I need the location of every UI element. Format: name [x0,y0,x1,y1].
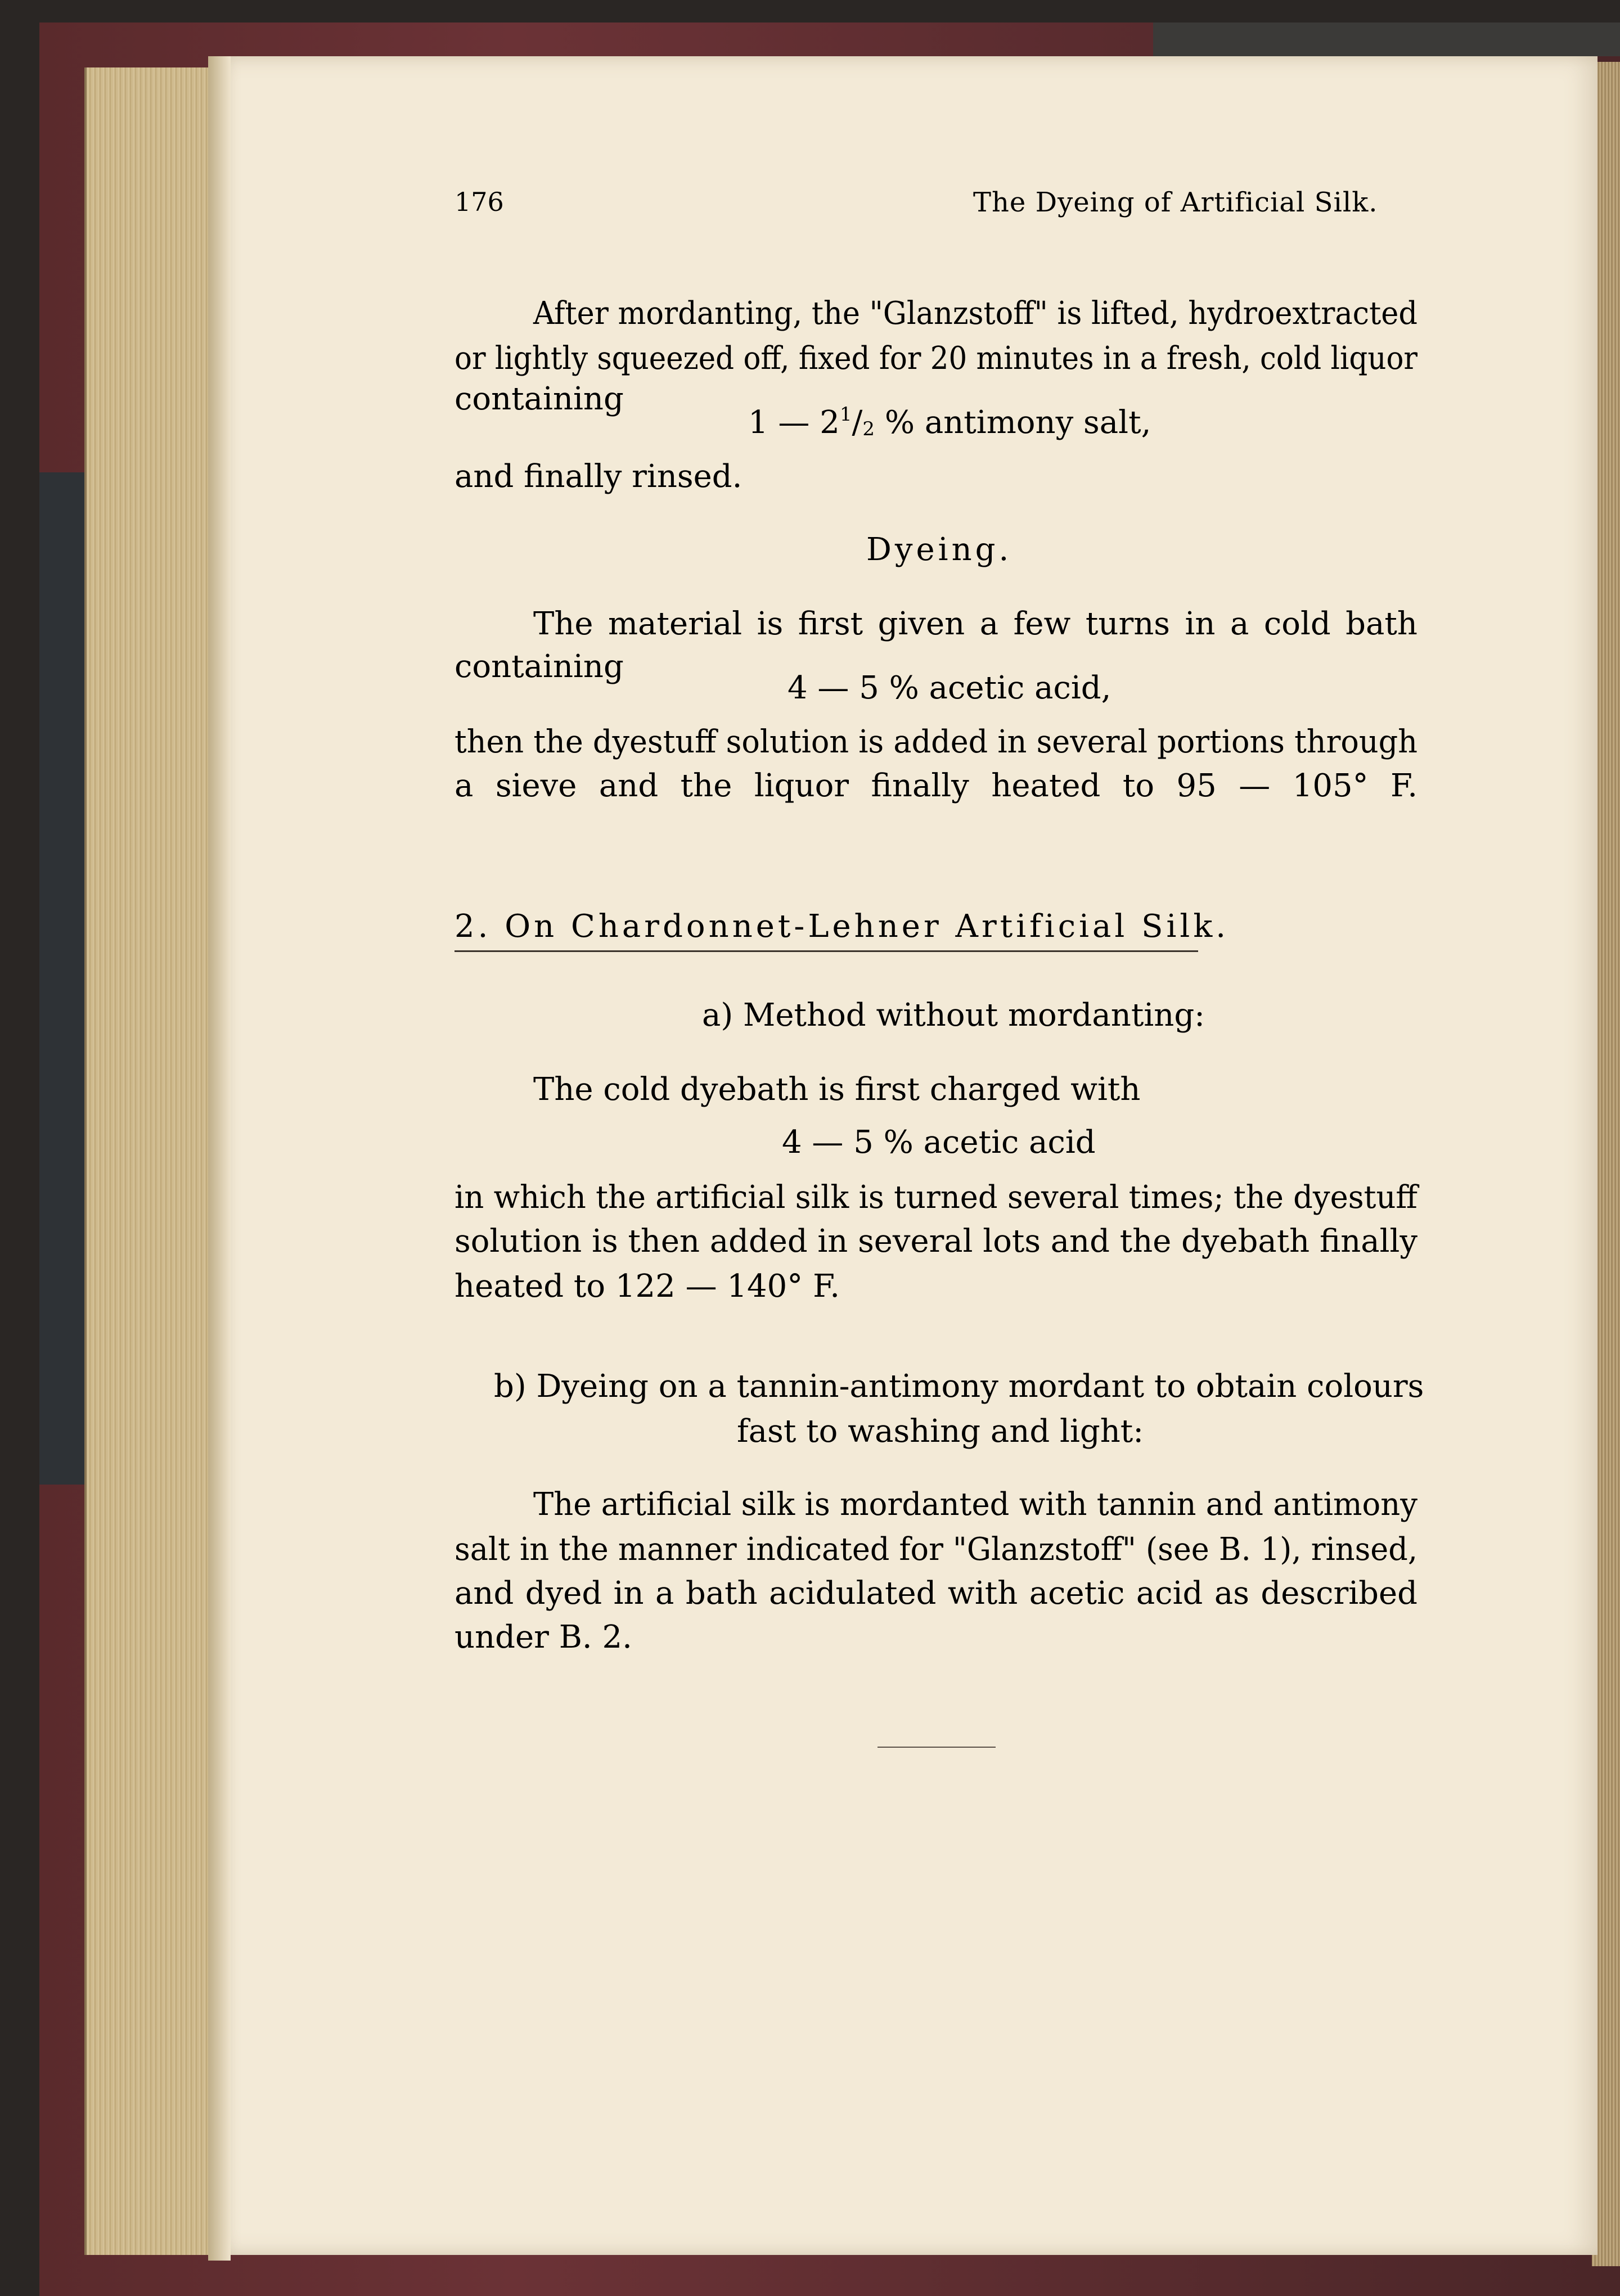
page-number: 176 [454,187,504,217]
para1-line4: and finally rinsed. [454,458,742,495]
para2-line1: The material is first given a few turns in a cold bath [533,606,1418,642]
a-formula: 4 — 5 % acetic acid [782,1124,1096,1161]
running-title: The Dyeing of Artificial Silk. [973,187,1378,218]
formula-prefix: 1 — 2 [748,404,840,441]
formula-subscript: 2 [862,418,875,440]
formula-superscript: 1 [839,403,852,426]
formula-slash: / [852,404,863,441]
a-line1: The cold dyebath is first charged with [533,1071,1141,1108]
b-line1: The artificial silk is mordanted with tannin and antimony [533,1486,1418,1523]
end-rule [878,1747,996,1748]
a-line3: solution is then added in several lots and the dyebath finally [454,1223,1418,1260]
section-heading-underline [454,950,1198,952]
page-edges-left [84,67,216,2255]
a-line2: in which the artificial silk is turned several times; the dyestuff [454,1179,1418,1216]
section-heading-dyeing: Dyeing. [866,531,1012,568]
subheading-b-line2: fast to washing and light: [737,1413,1144,1450]
para1-formula [748,405,1151,439]
cover-spine-patch [39,472,90,1485]
subheading-a: a) Method without mordanting: [702,997,1205,1034]
para2-line3: then the dyestuff solution is added in several portions through [454,724,1418,760]
para1-line2: or lightly squeezed off, fixed for 20 minutes in a fresh, cold liquor [454,340,1418,377]
para2-line4: a sieve and the liquor finally heated to 95 — 105° F. [454,768,1418,804]
b-line2: salt in the manner indicated for "Glanzstoff" (see B. 1), rinsed, [454,1531,1418,1568]
b-line3: and dyed in a bath acidulated with acetic acid as described [454,1575,1418,1612]
section-heading-chardonnet: 2. On Chardonnet-Lehner Artificial Silk. [454,908,1230,945]
para2-line2: containing [454,648,624,685]
a-line4: heated to 122 — 140° F. [454,1268,840,1305]
formula-suffix: % antimony salt, [884,404,1151,441]
para2-formula: 4 — 5 % acetic acid, [788,670,1112,706]
page-content [225,56,1598,2255]
para1-line1: After mordanting, the "Glanzstoff" is lifted, hydroextracted [533,295,1418,332]
cover-top-patch [1153,22,1620,56]
para1-line3: containing [454,381,624,417]
subheading-b-line1: b) Dyeing on a tannin-antimony mordant to obtain colours [494,1368,1424,1405]
b-line4: under B. 2. [454,1619,632,1656]
